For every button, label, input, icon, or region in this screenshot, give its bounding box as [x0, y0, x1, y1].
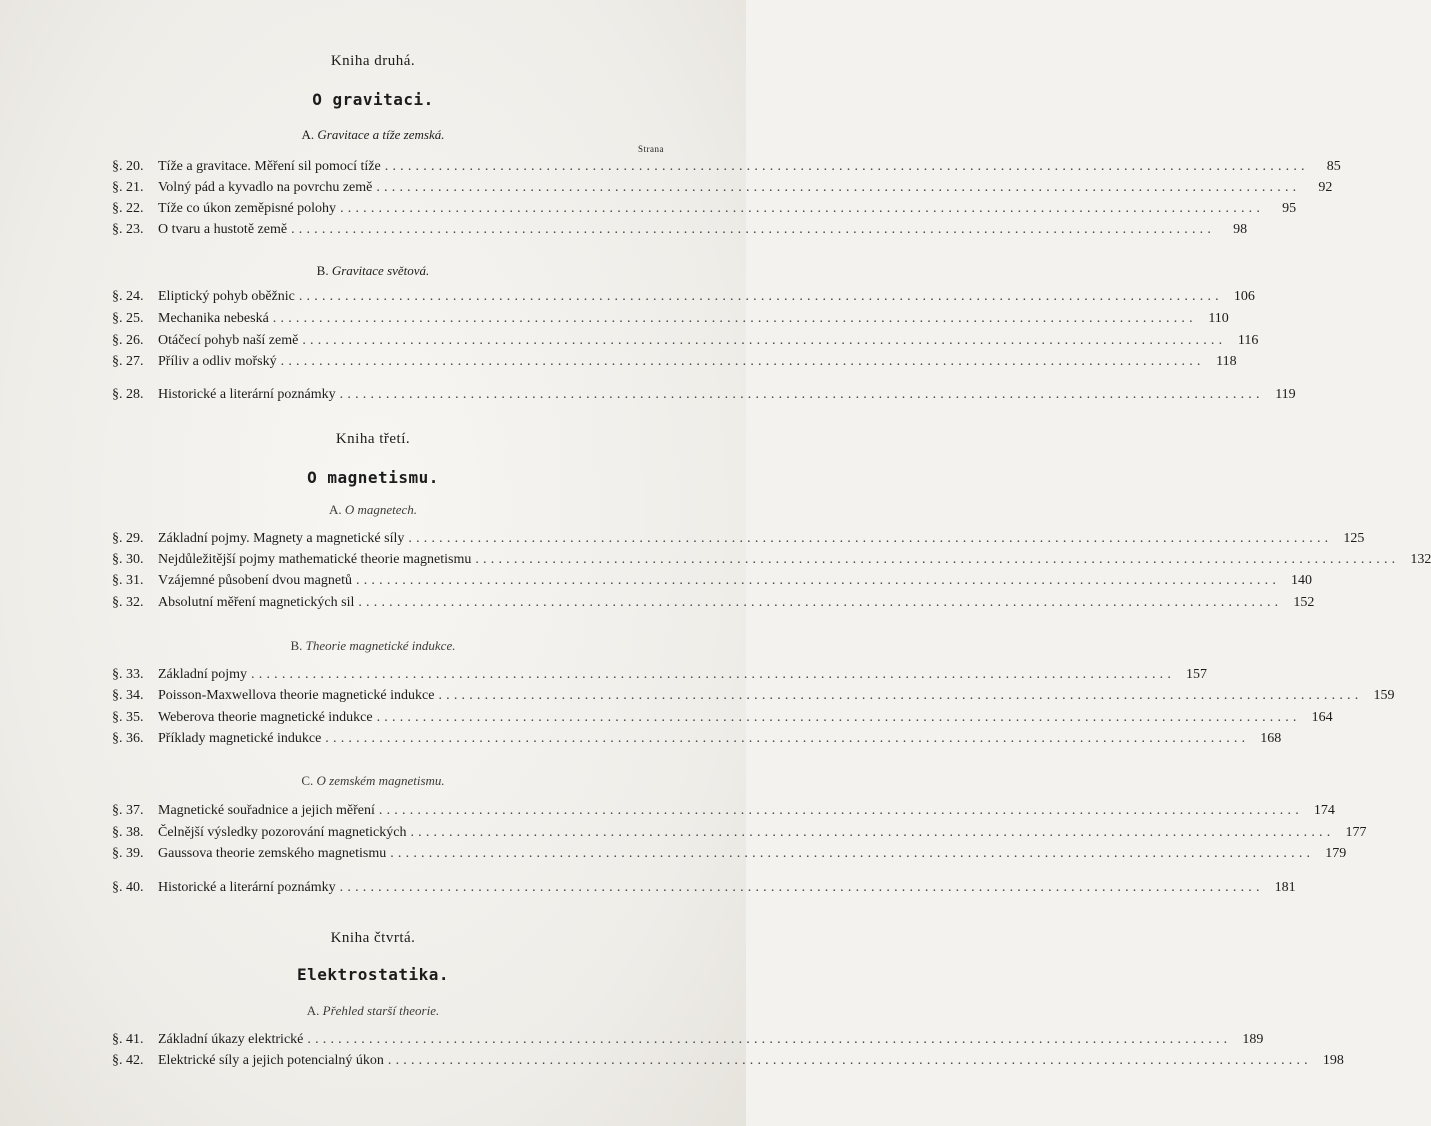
section-letter: B.: [316, 263, 329, 278]
entry-number: §. 20.: [112, 159, 144, 174]
dot-leader: ........................................................................................................................: [358, 595, 1283, 610]
toc-entry: [112, 595, 1315, 615]
toc-entry: [112, 552, 1431, 572]
entry-title: Vzájemné působení dvou magnetů: [158, 573, 353, 588]
entry-number: §. 33.: [112, 667, 144, 682]
toc-entry: [112, 825, 1367, 845]
section-heading: [0, 502, 746, 518]
toc-entry: [112, 803, 1335, 823]
entry-page: 116: [1237, 333, 1259, 348]
entry-page: 164: [1311, 710, 1333, 725]
toc-entry: [112, 731, 1282, 751]
toc-entry: [112, 201, 1297, 221]
section-heading: [0, 1003, 746, 1019]
entry-title: O tvaru a hustotě země: [158, 222, 288, 237]
entry-title: Elektrické síly a jejich potencialný úkon: [158, 1053, 384, 1068]
entry-page: 132: [1410, 552, 1431, 567]
entry-number: §. 28.: [112, 387, 144, 402]
entry-number: §. 30.: [112, 552, 144, 567]
entry-number: §. 25.: [112, 311, 144, 326]
entry-number: §. 26.: [112, 333, 144, 348]
dot-leader: ........................................................................................................................: [376, 710, 1301, 725]
toc-entry: [112, 710, 1333, 730]
book-title: Kniha čtvrtá.: [330, 930, 416, 946]
entry-page: 106: [1233, 289, 1255, 304]
book-title: Kniha druhá.: [330, 53, 416, 69]
entry-title: Tíže co úkon zeměpisné polohy: [158, 201, 337, 216]
toc-entry: [112, 180, 1333, 200]
entry-page: 98: [1233, 222, 1248, 237]
book-title: Kniha třetí.: [335, 431, 411, 447]
section-title: Theorie magnetické indukce.: [305, 638, 456, 653]
toc-entry: [112, 667, 1208, 687]
toc-entry: [112, 311, 1229, 331]
entry-page: 174: [1313, 803, 1335, 818]
entry-number: §. 35.: [112, 710, 144, 725]
entry-page: 92: [1318, 180, 1333, 195]
entry-number: §. 32.: [112, 595, 144, 610]
entry-title: Základní úkazy elektrické: [158, 1032, 304, 1047]
section-letter: A.: [328, 502, 342, 517]
entry-number: §. 42.: [112, 1053, 144, 1068]
entry-title: Eliptický pohyb oběžnic: [158, 289, 295, 304]
entry-number: §. 22.: [112, 201, 144, 216]
entry-title: Nejdůležitější pojmy mathematické theorie magnetismu: [158, 552, 472, 567]
dot-leader: ........................................................................................................................: [251, 667, 1176, 682]
dot-leader: ........................................................................................................................: [384, 159, 1309, 174]
section-heading: [0, 127, 746, 143]
entry-title: Absolutní měření magnetických sil: [158, 595, 355, 610]
entry-page: 85: [1326, 159, 1341, 174]
dot-leader: ........................................................................................................................: [438, 688, 1363, 703]
part-title: O magnetismu.: [307, 468, 439, 487]
section-letter: A.: [301, 127, 315, 142]
entry-page: 118: [1216, 354, 1237, 369]
entry-page: 198: [1322, 1053, 1344, 1068]
dot-leader: ........................................................................................................................: [339, 387, 1264, 402]
dot-leader: ........................................................................................................................: [376, 180, 1301, 195]
entry-title: Mechanika nebeská: [158, 311, 269, 326]
dot-leader: ........................................................................................................................: [280, 354, 1205, 369]
entry-number: §. 37.: [112, 803, 144, 818]
dot-leader: ........................................................................................................................: [298, 289, 1223, 304]
toc-entry: [112, 333, 1259, 353]
entry-title: Weberova theorie magnetické indukce: [158, 710, 373, 725]
section-title: Přehled starší theorie.: [322, 1003, 440, 1018]
entry-title: Historické a literární poznámky: [158, 387, 336, 402]
entry-page: 152: [1293, 595, 1315, 610]
entry-title: Volný pád a kyvadlo na povrchu země: [158, 180, 373, 195]
section-letter: B.: [290, 638, 303, 653]
toc-entry: [112, 846, 1347, 866]
entry-page: 95: [1282, 201, 1297, 216]
entry-number: §. 21.: [112, 180, 144, 195]
dot-leader: ........................................................................................................................: [408, 531, 1333, 546]
entry-page: 157: [1186, 667, 1208, 682]
section-letter: C.: [301, 773, 314, 788]
dot-leader: ........................................................................................................................: [390, 846, 1315, 861]
entry-page: 179: [1325, 846, 1347, 861]
entry-number: §. 31.: [112, 573, 144, 588]
entry-title: Čelnější výsledky pozorování magnetických: [158, 825, 407, 840]
toc-entry: [112, 688, 1395, 708]
entry-number: §. 23.: [112, 222, 144, 237]
entry-title: Základní pojmy: [158, 667, 248, 682]
toc-entry: [112, 1032, 1264, 1052]
entry-page: 125: [1343, 531, 1365, 546]
entry-number: §. 36.: [112, 731, 144, 746]
entry-page: 140: [1291, 573, 1313, 588]
toc-entry: [112, 1053, 1344, 1073]
entry-page: 181: [1274, 880, 1296, 895]
dot-leader: ........................................................................................................................: [387, 1053, 1312, 1068]
entry-number: §. 34.: [112, 688, 144, 703]
entry-page: 189: [1242, 1032, 1264, 1047]
dot-leader: ........................................................................................................................: [410, 825, 1335, 840]
toc-entry: [112, 354, 1237, 374]
entry-title: Historické a literární poznámky: [158, 880, 336, 895]
section-title: O zemském magnetismu.: [316, 773, 445, 788]
dot-leader: ........................................................................................................................: [272, 311, 1197, 326]
dot-leader: ........................................................................................................................: [325, 731, 1250, 746]
entry-title: Základní pojmy. Magnety a magnetické síly: [158, 531, 405, 546]
toc-entry: [112, 289, 1255, 309]
entry-page: 168: [1260, 731, 1282, 746]
entry-number: §. 40.: [112, 880, 144, 895]
entry-number: §. 39.: [112, 846, 144, 861]
entry-title: Poisson-Maxwellova theorie magnetické indukce: [158, 688, 435, 703]
entry-number: §. 38.: [112, 825, 144, 840]
entry-number: §. 27.: [112, 354, 144, 369]
dot-leader: ........................................................................................................................: [291, 222, 1216, 237]
entry-page: 119: [1275, 387, 1296, 402]
entry-title: Gaussova theorie zemského magnetismu: [158, 846, 387, 861]
section-title: O magnetech.: [344, 502, 418, 517]
entry-page: 159: [1373, 688, 1395, 703]
entry-title: Tíže a gravitace. Měření sil pomocí tíže: [158, 159, 381, 174]
toc-entry: [112, 222, 1248, 242]
toc-entry: [112, 573, 1313, 593]
section-heading: [0, 263, 746, 279]
section-heading: [0, 638, 746, 654]
entry-number: §. 24.: [112, 289, 144, 304]
entry-title: Magnetické souřadnice a jejich měření: [158, 803, 375, 818]
entry-page: 177: [1345, 825, 1367, 840]
dot-leader: ........................................................................................................................: [340, 201, 1265, 216]
entry-title: Příklady magnetické indukce: [158, 731, 322, 746]
toc-entry: [112, 880, 1296, 900]
entry-title: Příliv a odliv mořský: [158, 354, 277, 369]
entry-number: §. 29.: [112, 531, 144, 546]
dot-leader: ........................................................................................................................: [302, 333, 1227, 348]
dot-leader: ........................................................................................................................: [356, 573, 1281, 588]
section-heading: [0, 773, 746, 789]
entry-title: Otáčecí pohyb naší země: [158, 333, 299, 348]
dot-leader: ........................................................................................................................: [307, 1032, 1232, 1047]
dot-leader: ........................................................................................................................: [378, 803, 1303, 818]
section-title: Gravitace a tíže zemská.: [317, 127, 445, 142]
page-column-label: Strana: [638, 144, 664, 154]
entry-page: 110: [1208, 311, 1229, 326]
part-title: Elektrostatika.: [297, 965, 449, 984]
part-title: O gravitaci.: [312, 90, 434, 109]
dot-leader: ........................................................................................................................: [339, 880, 1264, 895]
toc-entry: [112, 159, 1341, 179]
toc-entry: [112, 531, 1365, 551]
toc-entry: [112, 387, 1296, 407]
section-letter: A.: [306, 1003, 320, 1018]
entry-number: §. 41.: [112, 1032, 144, 1047]
dot-leader: ........................................................................................................................: [475, 552, 1400, 567]
section-title: Gravitace světová.: [331, 263, 430, 278]
